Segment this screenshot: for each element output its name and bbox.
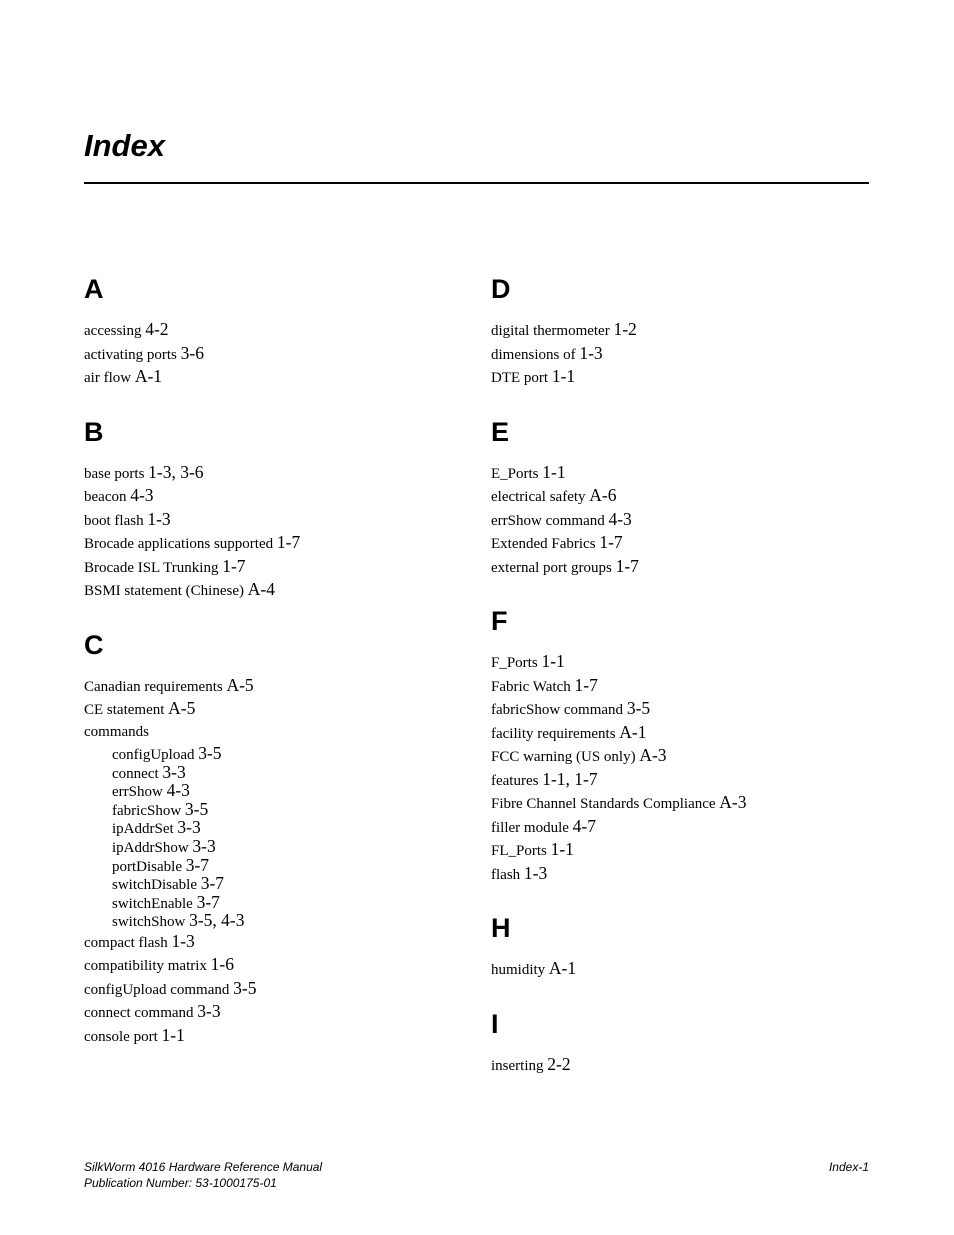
index-section-h xyxy=(491,911,871,981)
index-term: switchShow xyxy=(112,914,186,931)
index-entry xyxy=(491,697,871,721)
index-page-ref: 4-3 xyxy=(130,485,154,505)
index-page-ref: 1-1 xyxy=(542,461,566,482)
index-term: external port groups xyxy=(491,559,612,576)
index-term: switchEnable xyxy=(112,895,193,912)
section-letter: I xyxy=(491,1008,499,1039)
index-entry xyxy=(491,721,871,745)
index-page-ref: 1-7 xyxy=(276,532,301,552)
index-page-ref: 1-6 xyxy=(210,954,234,975)
index-term: humidity xyxy=(491,962,546,978)
index-term: accessing xyxy=(84,323,142,339)
index-entry xyxy=(84,461,464,485)
index-subentry xyxy=(84,744,464,763)
index-section-b xyxy=(84,415,464,602)
footer-left xyxy=(84,1159,322,1191)
index-page-ref: 1-3 xyxy=(171,930,195,951)
index-page-ref: A-3 xyxy=(719,792,747,812)
index-page-ref: 1-3 xyxy=(579,342,603,363)
index-section-f xyxy=(491,604,871,885)
index-term: electrical safety xyxy=(491,489,586,505)
index-subentry xyxy=(84,911,464,930)
index-page-ref: 3-6 xyxy=(180,342,204,363)
index-page-ref: A-6 xyxy=(589,485,617,505)
index-page-ref: 1-1, 1-7 xyxy=(542,768,598,789)
index-entry xyxy=(491,531,871,555)
index-term: console port xyxy=(84,1028,158,1045)
index-page-ref: 1-7 xyxy=(615,555,639,576)
index-entry xyxy=(491,815,871,839)
index-page-ref: 1-1 xyxy=(550,839,574,859)
index-term: beacon xyxy=(84,489,127,505)
index-page-ref: A-5 xyxy=(226,674,254,695)
section-letter: E xyxy=(491,416,510,447)
index-term: commands xyxy=(84,723,149,740)
index-page-ref: A-1 xyxy=(134,366,163,386)
index-subentry xyxy=(84,763,464,782)
index-term: FL_Ports xyxy=(491,843,547,859)
index-page-ref: 1-1 xyxy=(551,366,576,386)
index-page-ref: 1-2 xyxy=(613,319,637,339)
index-term: inserting xyxy=(491,1057,544,1074)
index-term: E_Ports xyxy=(491,465,539,482)
index-entry xyxy=(491,508,871,532)
index-term: fabricShow xyxy=(112,802,182,819)
index-page-ref: A-4 xyxy=(247,579,275,599)
index-subentry xyxy=(84,874,464,893)
index-term: compatibility matrix xyxy=(84,958,207,975)
index-page-ref: 2-2 xyxy=(547,1053,571,1074)
index-entry xyxy=(491,744,871,768)
index-term: Canadian requirements xyxy=(84,678,223,695)
page-title: Index xyxy=(84,128,165,163)
section-letter: B xyxy=(84,416,104,447)
index-term: base ports xyxy=(84,465,145,482)
index-page-ref: 1-7 xyxy=(574,674,598,695)
index-term: digital thermometer xyxy=(491,323,610,339)
index-term: facility requirements xyxy=(491,725,616,742)
index-entry xyxy=(84,531,464,555)
index-term: dimensions of xyxy=(491,346,576,363)
index-page-ref: 1-3 xyxy=(523,862,548,883)
index-section-i xyxy=(491,1007,871,1077)
index-entry xyxy=(84,342,464,366)
index-entry xyxy=(491,650,871,674)
index-entry xyxy=(491,484,871,508)
index-term: DTE port xyxy=(491,370,549,386)
index-page-ref: A-3 xyxy=(639,745,667,765)
footer-right xyxy=(829,1159,869,1175)
index-term: Fabric Watch xyxy=(491,678,571,695)
index-entry xyxy=(491,862,871,886)
index-entry xyxy=(491,318,871,342)
index-entry xyxy=(84,555,464,579)
index-page-ref: 1-1 xyxy=(541,651,565,671)
index-term: filler module xyxy=(491,819,569,836)
index-section-e xyxy=(491,415,871,579)
index-entry xyxy=(84,674,464,698)
index-page-ref: 1-3 xyxy=(147,508,171,529)
index-entry xyxy=(491,342,871,366)
index-page-ref: 3-3 xyxy=(192,835,216,856)
index-term: connect xyxy=(112,765,159,782)
index-entry xyxy=(84,930,464,954)
index-term: Extended Fabrics xyxy=(491,536,596,552)
index-term: portDisable xyxy=(112,858,182,875)
index-page-ref: 3-7 xyxy=(200,873,225,894)
index-page-ref: 3-5 xyxy=(184,798,209,819)
index-entry xyxy=(84,1000,464,1024)
index-entry xyxy=(84,977,464,1001)
index-page-ref: 3-5 xyxy=(626,698,651,718)
index-entry xyxy=(84,953,464,977)
footer-page-number: Index-1 xyxy=(828,1160,869,1174)
index-term: fabricShow command xyxy=(491,702,624,718)
index-term: Brocade applications supported xyxy=(84,536,274,552)
section-letter: F xyxy=(491,606,508,636)
title-rule xyxy=(84,182,869,184)
index-entry xyxy=(491,461,871,485)
index-term: air flow xyxy=(84,370,132,386)
index-term: ipAddrSet xyxy=(112,821,174,838)
index-page-ref: 1-3, 3-6 xyxy=(148,461,204,482)
index-page-ref: 3-5, 4-3 xyxy=(189,910,245,931)
index-entry xyxy=(84,1024,464,1048)
index-term: Brocade ISL Trunking xyxy=(84,559,219,576)
index-entry xyxy=(491,768,871,792)
footer-publication-number: Publication Number: 53-1000175-01 xyxy=(84,1176,277,1190)
index-term: errShow xyxy=(112,784,163,801)
index-column-right xyxy=(491,272,871,1102)
index-term: flash xyxy=(491,866,521,883)
index-page-ref: 3-3 xyxy=(177,817,201,838)
index-term: errShow command xyxy=(491,512,605,529)
index-entry xyxy=(491,791,871,815)
section-letter: A xyxy=(84,274,104,304)
index-section-a xyxy=(84,272,464,389)
index-subentry xyxy=(84,818,464,837)
index-term: connect command xyxy=(84,1005,194,1022)
index-page-ref: 3-5 xyxy=(198,743,222,763)
index-term: switchDisable xyxy=(112,877,197,894)
index-term: FCC warning (US only) xyxy=(491,749,636,765)
index-page-ref: 3-7 xyxy=(196,891,220,912)
index-page-ref: 1-1 xyxy=(161,1024,185,1045)
index-entry xyxy=(491,1053,871,1077)
index-section-c xyxy=(84,628,464,1048)
section-letter: C xyxy=(84,629,104,660)
index-entry xyxy=(491,365,871,389)
index-entry xyxy=(84,578,464,602)
index-page-ref: A-1 xyxy=(548,958,577,978)
index-page-ref: 1-7 xyxy=(222,555,246,576)
index-term: BSMI statement (Chinese) xyxy=(84,583,244,599)
index-page-ref: 3-3 xyxy=(162,761,186,782)
index-entry xyxy=(84,508,464,532)
index-entry xyxy=(491,838,871,862)
index-entry xyxy=(84,721,464,745)
index-page-ref: 4-3 xyxy=(166,780,190,801)
index-subentry xyxy=(84,837,464,856)
index-term: ipAddrShow xyxy=(112,839,189,856)
index-page-ref: 3-5 xyxy=(233,977,257,998)
index-page-ref: 4-2 xyxy=(145,319,169,339)
index-term: CE statement xyxy=(84,702,165,718)
index-entry xyxy=(491,555,871,579)
index-entry xyxy=(491,674,871,698)
index-entry xyxy=(84,484,464,508)
index-subentry xyxy=(84,800,464,819)
index-term: configUpload xyxy=(112,747,195,763)
section-letter: H xyxy=(491,913,511,943)
section-letter: D xyxy=(491,274,511,304)
index-subentry xyxy=(84,856,464,875)
index-page-ref: 3-3 xyxy=(197,1001,221,1022)
index-term: configUpload command xyxy=(84,981,230,998)
index-entry xyxy=(84,365,464,389)
index-page-ref: 4-7 xyxy=(572,815,596,836)
index-entry xyxy=(84,318,464,342)
index-term: activating ports xyxy=(84,346,177,363)
index-page-ref: 4-3 xyxy=(608,508,632,529)
index-term: features xyxy=(491,772,539,789)
index-term: compact flash xyxy=(84,934,168,951)
index-page-ref: 1-7 xyxy=(599,532,623,552)
index-section-d xyxy=(491,272,871,389)
index-column-left xyxy=(84,272,464,1073)
footer-manual-title: SilkWorm 4016 Hardware Reference Manual xyxy=(84,1160,323,1174)
index-page-ref: A-1 xyxy=(619,721,647,742)
index-subentry xyxy=(84,781,464,800)
index-entry xyxy=(84,697,464,721)
index-page-ref: 3-7 xyxy=(185,854,210,875)
index-subentry xyxy=(84,893,464,912)
index-entry xyxy=(491,957,871,981)
index-term: F_Ports xyxy=(491,655,538,671)
index-page-ref: A-5 xyxy=(168,698,196,718)
index-term: boot flash xyxy=(84,512,144,529)
index-term: Fibre Channel Standards Compliance xyxy=(491,796,716,812)
